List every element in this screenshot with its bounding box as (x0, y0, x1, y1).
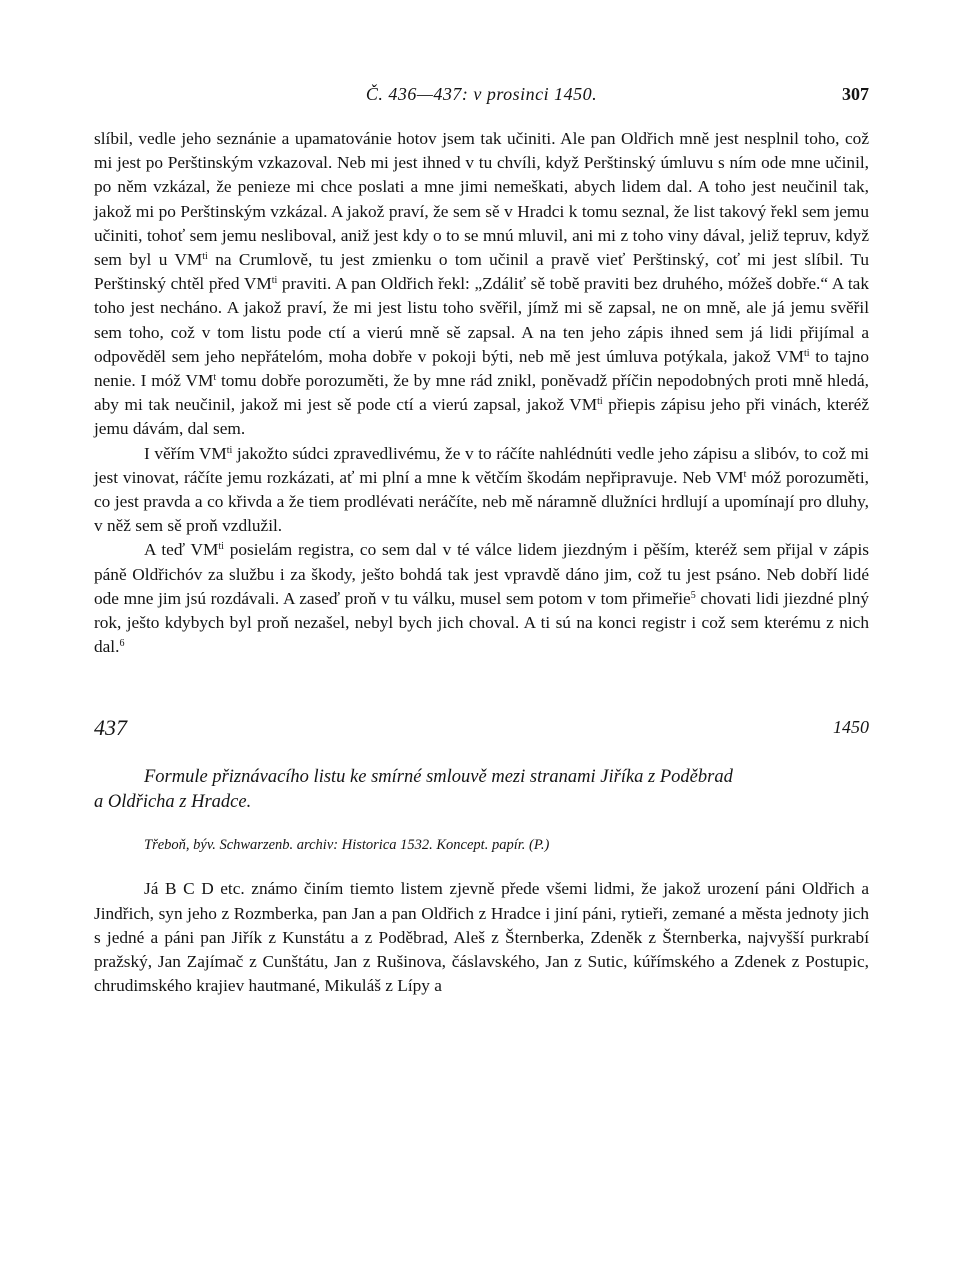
text-run: jakožto súdci zpravedlivému, že v to ráčíte nahlédnúti vedle jeho zápisu a slibóv, to což mi jest vinovat, ráčíte jemu rozkázati, ať mi plní a mne k větčím škodám nepřipravuje. Neb VM (94, 443, 869, 487)
text-run: chovati lidi jiezdné plný rok, ješto kdybych byl proň nezašel, nebyl bych jich choval. A ti sú na konci registr i což sem kterému z nich dal. (94, 588, 869, 657)
superscript: 6 (119, 638, 125, 650)
letter-continuation-text (94, 127, 869, 659)
text-run: přiepis zápisu jeho při vinách, kteréž jemu dávám, dal sem. (94, 395, 869, 439)
document-source-note: Třeboň, býv. Schwarzenb. archiv: Historica 1532. Koncept. papír. (P.) (144, 837, 550, 854)
text-run: I věřím VM (144, 443, 227, 463)
text-run: móž porozuměti, co jest pravda a co křivda a že tiem prodlévati neráčíte, neb mě náramně dlužníci hrdlují a upomínají pro dluhy, v něž sem sě proň vzdlužil. (94, 467, 869, 536)
document-title-line-2: a Oldřicha z Hradce. (94, 792, 252, 813)
text-run: na Crumlově, tu jest zmienku o tom učinil a pravě vieť Perštinský, coť mi jest slíbil. Tu Perštinský chtěl před VM (94, 250, 869, 294)
superscript: ti (271, 275, 278, 287)
superscript: ti (597, 396, 603, 408)
body-paragraph (94, 538, 869, 659)
body-paragraph (94, 127, 869, 442)
page-number: 307 (842, 84, 869, 104)
superscript: ti (226, 444, 233, 456)
superscript: ti (218, 541, 224, 553)
superscript: ti (803, 347, 810, 359)
text-run: slíbil, vedle jeho seznánie a upamatovánie hotov jsem tak učiniti. Ale pan Oldřich mně jest nesplnil toho, což mi jest po Perštinským vzkazoval. Neb mi jest ihned v tu chvíli, když Perštinský úmluvu s ním ode mne učinil, po něm vzkázal, že penieze mi chce poslati a mne jimi nemeškati, abych lidem dal. A toho jest neučinil tak, jakož mi po Perštinským vzkázal. A jakož praví, že sem sě v Hradci k tomu seznal, že list takový řekl sem jemu učiniti, tohoť sem jemu nesliboval, aniž jest kdy o to se mnú mluvil, ani mi z toho viny dával, jeliž tepruv, když sem byl u VM (94, 129, 869, 270)
text-run: posielám registra, co sem dal v té válce lidem jiezdným i pěším, kteréž sem přijal v zápis páně Oldřichóv za službu i za škody, ješto bohdá tak jest vpravdě dáno jim, což tu jest psáno. Neb dobří lidé ode mne jim jsú rozdávali. A zaseď proň v tu válku, musel sem potom v tom přimeřie (94, 540, 870, 608)
superscript: 5 (690, 589, 696, 601)
document-body-paragraph: Já B C D etc. známo činím tiemto listem zjevně přede všemi lidmi, že jakož urození páni Oldřich a Jindřich, syn jeho z Rozmberka, pan Jan a pan Oldřich z Hradce i jiní páni, rytieři, zemané a města jednoty jich s jedné a páni pan Jiřík z Kunstátu a z Poděbrad, Aleš z Šternberka, Zdeněk z Šternberka, najvyšší purkrabí pražský, Jan Zajímač z Cunštátu, Jan z Rušinova, čáslavského, Jan z Sutic, kúřímského a Zdenek z Postupic, chrudimského krajiev hautmané, Mikuláš z Lípy a (94, 879, 869, 996)
document-heading (94, 715, 869, 745)
superscript: ti (202, 251, 208, 263)
text-run: to tajno nenie. I móž VM (94, 346, 869, 391)
superscript: t (213, 372, 217, 384)
document-body (94, 877, 869, 998)
superscript: t (743, 468, 747, 480)
document-title-line-1: Formule přiznávacího listu ke smírné smlouvě mezi stranami Jiříka z Poděbrad (144, 767, 733, 788)
body-paragraph (94, 442, 869, 539)
text-run: A teď VM (144, 540, 219, 560)
running-head-title: Č. 436—437: v prosinci 1450. (365, 84, 598, 104)
running-head (94, 84, 869, 114)
text-run: praviti. A pan Oldřich řekl: „Zdáliť sě tobě praviti bez druhého, móžeš dobře.“ A tak toho jest necháno. A jakož praví, že mi jest listu toho svěřil, jímž mi sě zapsal, ne on mně, ale já jemu svěřil sem toho, což v tom listu pode ctí a vierú mně sě zapsal. A na ten jeho zápis ihned sem já lidi přijímal a odpověděl sem jeho nepřátelóm, moha dobře v pokoji býti, neb mě jest úmluva potýkala, jakož VM (94, 274, 869, 366)
document-title (94, 765, 869, 815)
text-run: tomu dobře porozuměti, že by mne rád znikl, poněvadž příčin nepodobných proti mně hledá, aby mi tak neučinil, jakož mi jest sě pode ctí a vierú zapsal, jakož VM (94, 371, 869, 415)
document-year: 1450 (833, 717, 869, 738)
book-page (94, 84, 869, 998)
document-number: 437 (94, 715, 127, 741)
